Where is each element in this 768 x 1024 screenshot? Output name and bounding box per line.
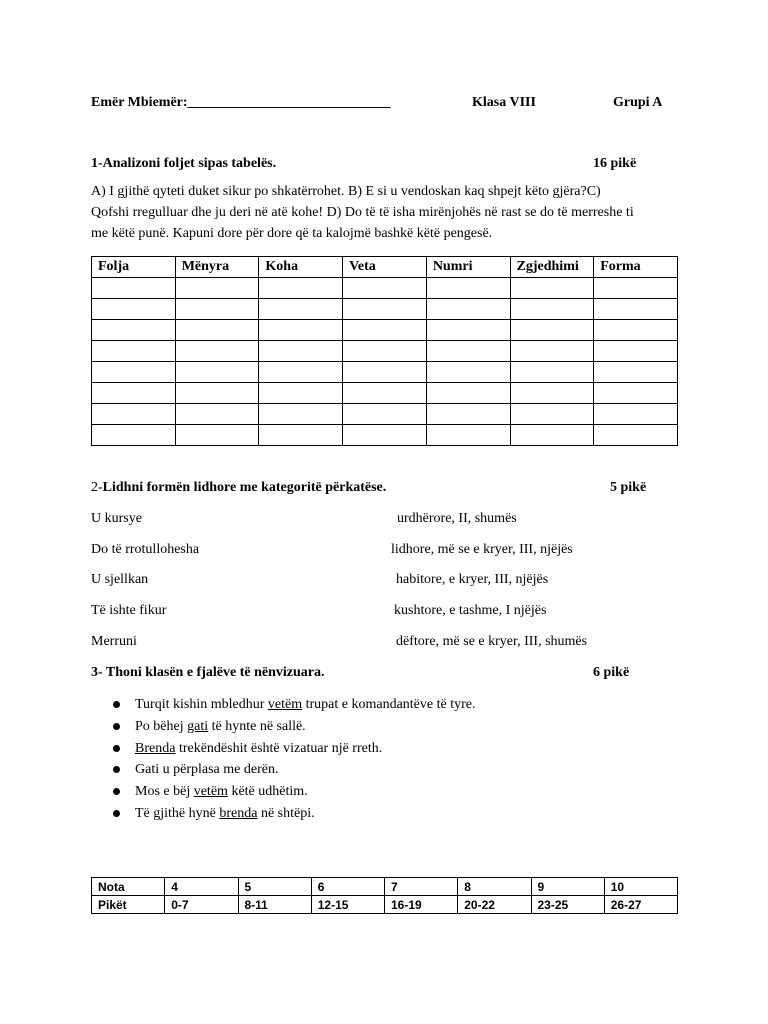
- table-cell: 6: [311, 878, 384, 896]
- underlined-word: vetëm: [267, 697, 303, 712]
- table-cell[interactable]: [510, 425, 594, 446]
- list-item: Të gjithë hynë brenda në shtëpi.: [113, 803, 475, 825]
- table-row[interactable]: [92, 362, 678, 383]
- table-cell: 16-19: [385, 896, 458, 914]
- table-cell[interactable]: [594, 299, 678, 320]
- table-cell[interactable]: [343, 320, 427, 341]
- table-cell[interactable]: [426, 362, 510, 383]
- table-cell[interactable]: [426, 383, 510, 404]
- table-cell[interactable]: [259, 320, 343, 341]
- list-item: Mos e bëj vetëm këtë udhëtim.: [113, 781, 475, 803]
- class-label: Klasa VIII: [472, 95, 536, 110]
- table-cell[interactable]: [594, 383, 678, 404]
- q1-text: [91, 181, 634, 244]
- table-cell[interactable]: [92, 425, 176, 446]
- table-header: Veta: [343, 257, 427, 278]
- verb-analysis-table: [91, 256, 678, 446]
- table-cell[interactable]: [343, 425, 427, 446]
- list-item: Brenda trekëndëshit është vizatuar një rreth.: [113, 738, 475, 760]
- table-header-row: [92, 257, 678, 278]
- list-item: Gati u përplasa me derën.: [113, 759, 475, 781]
- table-cell: 10: [604, 878, 677, 896]
- q2-right-item: urdhërore, II, shumës: [397, 511, 517, 526]
- table-cell[interactable]: [426, 299, 510, 320]
- table-cell[interactable]: [510, 278, 594, 299]
- q1-text-line: Qofshi rregulluar dhe ju deri në atë kohe! D) Do të të isha mirënjohës në rast se do të merreshe ti: [91, 205, 634, 220]
- underlined-word: gati: [187, 718, 209, 734]
- q2-title: [91, 478, 386, 498]
- table-cell[interactable]: [510, 341, 594, 362]
- table-cell: 7: [385, 878, 458, 896]
- table-cell[interactable]: [594, 425, 678, 446]
- table-cell[interactable]: [175, 278, 259, 299]
- table-cell[interactable]: [259, 341, 343, 362]
- table-cell: Pikët: [92, 896, 165, 914]
- table-cell: 20-22: [458, 896, 531, 914]
- table-row[interactable]: [92, 383, 678, 404]
- table-cell[interactable]: [92, 362, 176, 383]
- table-cell[interactable]: [259, 425, 343, 446]
- table-cell[interactable]: [343, 404, 427, 425]
- table-cell[interactable]: [510, 404, 594, 425]
- bullet-icon: [113, 766, 120, 773]
- q2-left-item: Merruni: [91, 634, 137, 649]
- table-row: [92, 896, 678, 914]
- table-cell[interactable]: [92, 404, 176, 425]
- table-cell[interactable]: [510, 383, 594, 404]
- group-label: Grupi A: [613, 95, 663, 110]
- q1-title: 1-Analizoni foljet sipas tabelës.: [91, 156, 277, 171]
- list-item: Turqit kishin mbledhur vetëm trupat e komandantëve të tyre.: [113, 694, 475, 716]
- q2-left-item: Do të rrotullohesha: [91, 542, 200, 557]
- table-cell[interactable]: [175, 404, 259, 425]
- q3-points: 6 pikë: [593, 665, 630, 680]
- table-cell[interactable]: [175, 299, 259, 320]
- bullet-icon: [113, 745, 120, 752]
- q2-left-item: Të ishte fikur: [91, 603, 167, 618]
- table-header: Forma: [594, 257, 678, 278]
- q2-number: 2-: [91, 480, 103, 495]
- q1-text-line: A) I gjithë qyteti duket sikur po shkatërrohet. B) E si u vendoskan kaq shpejt këto gjëra?C): [91, 184, 601, 199]
- table-header: Folja: [92, 257, 176, 278]
- table-cell: 9: [531, 878, 604, 896]
- table-header: Zgjedhimi: [510, 257, 594, 278]
- table-cell[interactable]: [594, 278, 678, 299]
- table-row[interactable]: [92, 320, 678, 341]
- name-field-label: Emër Mbiemër:_____________________________: [91, 95, 391, 110]
- q2-left-item: U sjellkan: [91, 572, 149, 587]
- q2-title-text: Lidhni formën lidhore me kategoritë përkatëse.: [102, 480, 387, 495]
- table-row[interactable]: [92, 404, 678, 425]
- table-row[interactable]: [92, 341, 678, 362]
- table-cell[interactable]: [594, 404, 678, 425]
- table-cell[interactable]: [259, 383, 343, 404]
- table-cell: 8: [458, 878, 531, 896]
- q2-points: 5 pikë: [610, 480, 647, 495]
- q2-right-item: habitore, e kryer, III, njëjës: [396, 572, 549, 587]
- table-cell[interactable]: [426, 278, 510, 299]
- table-row[interactable]: [92, 425, 678, 446]
- q2-right-item: dëftore, më se e kryer, III, shumës: [396, 634, 588, 649]
- underlined-word: brenda: [219, 805, 258, 821]
- list-item: Po bëhej gati të hynte në sallë.: [113, 716, 475, 738]
- table-cell[interactable]: [259, 299, 343, 320]
- table-cell[interactable]: [426, 341, 510, 362]
- table-cell[interactable]: [175, 320, 259, 341]
- q3-sentence-list: [113, 694, 475, 825]
- table-cell[interactable]: [426, 320, 510, 341]
- table-cell[interactable]: [175, 425, 259, 446]
- table-cell: 12-15: [311, 896, 384, 914]
- table-cell[interactable]: [594, 362, 678, 383]
- table-cell[interactable]: [259, 278, 343, 299]
- q2-right-item: lidhore, më se e kryer, III, njëjës: [391, 542, 573, 557]
- q3-title: 3- Thoni klasën e fjalëve të nënvizuara.: [91, 665, 325, 680]
- table-cell[interactable]: [92, 383, 176, 404]
- table-cell[interactable]: [175, 341, 259, 362]
- table-cell[interactable]: [343, 341, 427, 362]
- table-cell[interactable]: [510, 320, 594, 341]
- table-cell: 23-25: [531, 896, 604, 914]
- underlined-word: Brenda: [135, 740, 176, 756]
- bullet-icon: [113, 723, 120, 730]
- table-cell[interactable]: [510, 299, 594, 320]
- table-cell[interactable]: [426, 404, 510, 425]
- table-cell[interactable]: [175, 362, 259, 383]
- q2-left-item: U kursye: [91, 511, 142, 526]
- table-header: Numri: [426, 257, 510, 278]
- bullet-icon: [113, 810, 120, 817]
- q1-text-line: me këtë punë. Kapuni dore për dore që ta kalojmë bashkë këtë pengesë.: [91, 226, 493, 241]
- table-cell[interactable]: [343, 362, 427, 383]
- table-cell[interactable]: [175, 383, 259, 404]
- table-header: Mënyra: [175, 257, 259, 278]
- q2-right-item: kushtore, e tashme, I njëjës: [394, 603, 547, 618]
- table-cell[interactable]: [594, 320, 678, 341]
- underlined-word: vetëm: [193, 784, 228, 800]
- table-cell[interactable]: [259, 362, 343, 383]
- table-cell[interactable]: [594, 341, 678, 362]
- table-cell[interactable]: [92, 299, 176, 320]
- table-cell: 0-7: [165, 896, 238, 914]
- table-cell[interactable]: [259, 404, 343, 425]
- q1-points: 16 pikë: [593, 156, 637, 171]
- table-cell[interactable]: [92, 278, 176, 299]
- table-row: [92, 878, 678, 896]
- table-cell[interactable]: [343, 383, 427, 404]
- table-cell[interactable]: [343, 299, 427, 320]
- table-cell: 26-27: [604, 896, 677, 914]
- grade-scale-table: [91, 877, 678, 914]
- table-row[interactable]: [92, 278, 678, 299]
- table-cell: 5: [238, 878, 311, 896]
- table-cell: 8-11: [238, 896, 311, 914]
- bullet-icon: [113, 788, 120, 795]
- table-cell[interactable]: [92, 341, 176, 362]
- table-cell[interactable]: [343, 278, 427, 299]
- table-header: Koha: [259, 257, 343, 278]
- table-row[interactable]: [92, 299, 678, 320]
- table-cell[interactable]: [92, 320, 176, 341]
- bullet-icon: [113, 701, 120, 708]
- table-cell: Nota: [92, 878, 165, 896]
- table-cell: 4: [165, 878, 238, 896]
- table-cell[interactable]: [426, 425, 510, 446]
- table-cell[interactable]: [510, 362, 594, 383]
